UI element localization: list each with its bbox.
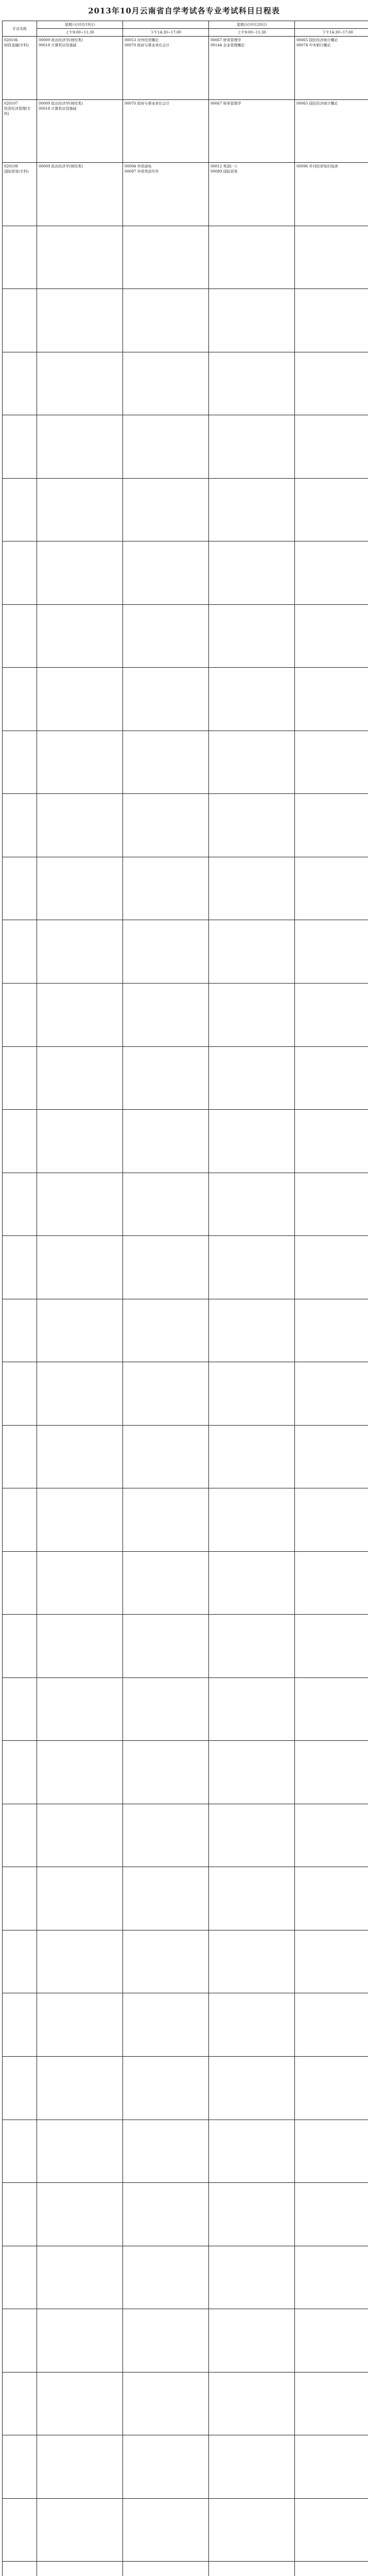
table-row bbox=[3, 352, 368, 415]
table-row bbox=[3, 2057, 368, 2120]
sat-am-cell bbox=[37, 541, 123, 605]
table-row bbox=[3, 541, 368, 605]
sat-am-cell bbox=[37, 2246, 123, 2309]
cell-text: 00070 政府与事业单位会计 bbox=[125, 101, 170, 106]
sat-am-cell bbox=[37, 415, 123, 479]
sat-pm-cell bbox=[123, 1362, 209, 1426]
table-row bbox=[3, 1362, 368, 1426]
sat-pm-cell bbox=[123, 1110, 209, 1173]
major-cell bbox=[3, 668, 37, 731]
sun-pm-cell bbox=[295, 1362, 368, 1426]
header-date-sun-2 bbox=[295, 21, 368, 29]
major-cell bbox=[3, 2309, 37, 2372]
table-row bbox=[3, 1299, 368, 1362]
sun-am-cell bbox=[209, 604, 295, 668]
sat-pm-cell bbox=[123, 668, 209, 731]
table-row bbox=[3, 857, 368, 920]
sun-am-cell bbox=[209, 1804, 295, 1867]
cell-text: 020106 财政金融(专科) bbox=[4, 38, 29, 47]
sun-am-cell bbox=[209, 352, 295, 415]
table-row bbox=[3, 2120, 368, 2183]
table-row bbox=[3, 1867, 368, 1930]
sun-am-cell bbox=[209, 99, 295, 163]
cell-text: 00053 对外经贸概论 00070 政府与事业单位会计 bbox=[125, 38, 170, 47]
sat-am-cell bbox=[37, 289, 123, 352]
table-row bbox=[3, 2562, 368, 2576]
sat-am-cell bbox=[37, 1236, 123, 1299]
sun-am-cell bbox=[209, 1362, 295, 1426]
sun-am-cell bbox=[209, 2435, 295, 2499]
major-cell bbox=[3, 1488, 37, 1552]
major-cell bbox=[3, 541, 37, 605]
major-cell bbox=[3, 99, 37, 163]
cell-text: 00009 政治经济学(财经类) 00018 计算机应用基础 bbox=[39, 101, 83, 111]
table-row bbox=[3, 99, 368, 163]
cell-text: 020107 投资经济管理(专科) bbox=[4, 101, 31, 116]
sat-am-cell bbox=[37, 2183, 123, 2246]
sat-am-cell bbox=[37, 1804, 123, 1867]
sun-am-cell bbox=[209, 2372, 295, 2435]
table-row bbox=[3, 1488, 368, 1552]
sun-pm-cell bbox=[295, 289, 368, 352]
sun-pm-cell bbox=[295, 478, 368, 541]
table-row bbox=[3, 2435, 368, 2499]
sat-pm-cell bbox=[123, 99, 209, 163]
table-row bbox=[3, 2372, 368, 2435]
cell-text: 00065 国民经济统计概论 00074 中央银行概论 bbox=[296, 38, 338, 47]
sat-am-cell bbox=[37, 1741, 123, 1804]
table-row bbox=[3, 731, 368, 794]
schedule-body bbox=[3, 37, 368, 2576]
sat-pm-cell bbox=[123, 794, 209, 857]
major-cell bbox=[3, 2120, 37, 2183]
sun-am-cell bbox=[209, 2246, 295, 2309]
sun-am-cell bbox=[209, 1867, 295, 1930]
table-row bbox=[3, 668, 368, 731]
exam-schedule-table bbox=[2, 21, 368, 2576]
table-row bbox=[3, 1046, 368, 1110]
sun-pm-cell bbox=[295, 1930, 368, 1993]
table-row bbox=[3, 604, 368, 668]
sat-pm-cell bbox=[123, 2562, 209, 2576]
header-date-sat: 星期六(10月19日) bbox=[37, 21, 123, 29]
major-cell bbox=[3, 1425, 37, 1488]
sat-am-cell bbox=[37, 1993, 123, 2057]
table-row bbox=[3, 794, 368, 857]
sun-am-cell bbox=[209, 983, 295, 1046]
major-cell bbox=[3, 1677, 37, 1741]
major-cell bbox=[3, 2183, 37, 2246]
sat-pm-cell bbox=[123, 1173, 209, 1236]
table-row bbox=[3, 478, 368, 541]
sun-am-cell bbox=[209, 226, 295, 289]
sat-am-cell bbox=[37, 1110, 123, 1173]
sat-pm-cell bbox=[123, 1615, 209, 1678]
table-row bbox=[3, 289, 368, 352]
sat-am-cell bbox=[37, 352, 123, 415]
sun-pm-cell bbox=[295, 2120, 368, 2183]
sat-am-cell bbox=[37, 2120, 123, 2183]
sun-pm-cell bbox=[295, 1993, 368, 2057]
major-cell bbox=[3, 1867, 37, 1930]
sat-am-cell bbox=[37, 857, 123, 920]
sat-pm-cell bbox=[123, 1867, 209, 1930]
sat-am-cell bbox=[37, 983, 123, 1046]
sun-am-cell bbox=[209, 478, 295, 541]
sun-am-cell bbox=[209, 1173, 295, 1236]
sat-am-cell bbox=[37, 2498, 123, 2562]
sat-am-cell bbox=[37, 1551, 123, 1615]
sun-pm-cell bbox=[295, 1236, 368, 1299]
major-cell bbox=[3, 415, 37, 479]
table-row bbox=[3, 1110, 368, 1173]
major-cell bbox=[3, 1110, 37, 1173]
sat-pm-cell bbox=[123, 289, 209, 352]
sat-pm-cell bbox=[123, 226, 209, 289]
sun-am-cell bbox=[209, 2562, 295, 2576]
page-title: 2013年10月云南省自学考试各专业考试科目日程表 bbox=[88, 6, 280, 15]
table-row bbox=[3, 2183, 368, 2246]
sun-am-cell bbox=[209, 1930, 295, 1993]
sun-am-cell bbox=[209, 289, 295, 352]
sat-pm-cell bbox=[123, 2309, 209, 2372]
sat-pm-cell bbox=[123, 478, 209, 541]
header-session: 上午9:00~11:30 bbox=[209, 29, 295, 37]
sat-pm-cell bbox=[123, 1488, 209, 1552]
sat-pm-cell bbox=[123, 1551, 209, 1615]
sun-pm-cell bbox=[295, 604, 368, 668]
major-cell bbox=[3, 2562, 37, 2576]
sat-am-cell bbox=[37, 226, 123, 289]
sun-pm-cell bbox=[295, 1299, 368, 1362]
table-row bbox=[3, 226, 368, 289]
sun-am-cell bbox=[209, 1425, 295, 1488]
sat-pm-cell bbox=[123, 983, 209, 1046]
major-cell bbox=[3, 920, 37, 984]
major-cell bbox=[3, 352, 37, 415]
sat-am-cell bbox=[37, 1046, 123, 1110]
sun-pm-cell bbox=[295, 163, 368, 226]
sat-pm-cell bbox=[123, 541, 209, 605]
sat-pm-cell bbox=[123, 1425, 209, 1488]
major-cell bbox=[3, 1993, 37, 2057]
sun-pm-cell bbox=[295, 731, 368, 794]
sun-am-cell bbox=[209, 2183, 295, 2246]
major-cell bbox=[3, 604, 37, 668]
sun-am-cell bbox=[209, 794, 295, 857]
table-row bbox=[3, 1741, 368, 1804]
sun-am-cell bbox=[209, 1615, 295, 1678]
sun-am-cell bbox=[209, 2057, 295, 2120]
sat-am-cell bbox=[37, 2309, 123, 2372]
major-cell bbox=[3, 1741, 37, 1804]
sun-am-cell bbox=[209, 1488, 295, 1552]
sat-pm-cell bbox=[123, 2246, 209, 2309]
sat-pm-cell bbox=[123, 2120, 209, 2183]
sun-pm-cell bbox=[295, 2183, 368, 2246]
sat-pm-cell bbox=[123, 1804, 209, 1867]
cell-text: 00096 外刊经贸知识选读 bbox=[296, 164, 338, 169]
sat-pm-cell bbox=[123, 415, 209, 479]
sat-am-cell bbox=[37, 2372, 123, 2435]
sat-am-cell bbox=[37, 1930, 123, 1993]
sat-pm-cell bbox=[123, 1741, 209, 1804]
table-row bbox=[3, 163, 368, 226]
sun-pm-cell bbox=[295, 1046, 368, 1110]
sun-pm-cell bbox=[295, 920, 368, 984]
sun-am-cell bbox=[209, 415, 295, 479]
major-cell bbox=[3, 1615, 37, 1678]
sun-pm-cell bbox=[295, 1741, 368, 1804]
sun-am-cell bbox=[209, 668, 295, 731]
table-row bbox=[3, 1615, 368, 1678]
sat-am-cell bbox=[37, 1488, 123, 1552]
header-session: 下午14:30~17:00 bbox=[123, 29, 209, 37]
sun-pm-cell bbox=[295, 1173, 368, 1236]
table-row bbox=[3, 415, 368, 479]
header-date-sat-2 bbox=[123, 21, 209, 29]
sun-am-cell bbox=[209, 1299, 295, 1362]
sun-pm-cell bbox=[295, 2309, 368, 2372]
major-cell bbox=[3, 1551, 37, 1615]
sat-am-cell bbox=[37, 604, 123, 668]
cell-text: 00009 政治经济学(财经类) 00018 计算机应用基础 bbox=[39, 38, 83, 47]
sat-pm-cell bbox=[123, 920, 209, 984]
sun-pm-cell bbox=[295, 1551, 368, 1615]
header-major: 专业名称 bbox=[3, 21, 37, 37]
sun-pm-cell bbox=[295, 794, 368, 857]
cell-text: 00009 政治经济学(财经类) bbox=[39, 164, 83, 169]
sat-pm-cell bbox=[123, 2057, 209, 2120]
sat-pm-cell bbox=[123, 352, 209, 415]
sun-am-cell bbox=[209, 1741, 295, 1804]
sat-am-cell bbox=[37, 1677, 123, 1741]
sun-pm-cell bbox=[295, 2246, 368, 2309]
major-cell bbox=[3, 1046, 37, 1110]
sun-pm-cell bbox=[295, 541, 368, 605]
sun-am-cell bbox=[209, 1110, 295, 1173]
header-row-sessions bbox=[3, 29, 368, 37]
sun-am-cell bbox=[209, 731, 295, 794]
sat-am-cell bbox=[37, 2057, 123, 2120]
major-cell bbox=[3, 1362, 37, 1426]
major-cell bbox=[3, 2246, 37, 2309]
table-row bbox=[3, 1551, 368, 1615]
table-row bbox=[3, 2309, 368, 2372]
cell-text: 020109 国际贸易(专科) bbox=[4, 164, 29, 174]
major-cell bbox=[3, 794, 37, 857]
major-cell bbox=[3, 1804, 37, 1867]
sat-pm-cell bbox=[123, 2372, 209, 2435]
sun-pm-cell bbox=[295, 2372, 368, 2435]
sun-pm-cell bbox=[295, 1804, 368, 1867]
sat-pm-cell bbox=[123, 1236, 209, 1299]
major-cell bbox=[3, 2435, 37, 2499]
sun-pm-cell bbox=[295, 226, 368, 289]
sun-pm-cell bbox=[295, 983, 368, 1046]
sat-am-cell bbox=[37, 37, 123, 100]
major-cell bbox=[3, 983, 37, 1046]
table-row bbox=[3, 983, 368, 1046]
sun-pm-cell bbox=[295, 1615, 368, 1678]
table-row bbox=[3, 37, 368, 100]
cell-text: 00067 财务管理学 00144 企业管理概论 bbox=[211, 38, 245, 47]
sun-am-cell bbox=[209, 2498, 295, 2562]
sun-am-cell bbox=[209, 1677, 295, 1741]
major-cell bbox=[3, 478, 37, 541]
sat-pm-cell bbox=[123, 1930, 209, 1993]
major-cell bbox=[3, 857, 37, 920]
sun-am-cell bbox=[209, 1993, 295, 2057]
table-row bbox=[3, 2498, 368, 2562]
sun-pm-cell bbox=[295, 2498, 368, 2562]
table-row bbox=[3, 1425, 368, 1488]
major-cell bbox=[3, 37, 37, 100]
header-row-dates bbox=[3, 21, 368, 29]
table-row bbox=[3, 1677, 368, 1741]
major-cell bbox=[3, 1299, 37, 1362]
sun-am-cell bbox=[209, 1236, 295, 1299]
major-cell bbox=[3, 289, 37, 352]
sun-pm-cell bbox=[295, 1425, 368, 1488]
sun-pm-cell bbox=[295, 1677, 368, 1741]
sat-pm-cell bbox=[123, 604, 209, 668]
major-cell bbox=[3, 1236, 37, 1299]
major-cell bbox=[3, 2498, 37, 2562]
sun-am-cell bbox=[209, 1046, 295, 1110]
sat-am-cell bbox=[37, 99, 123, 163]
header-session: 下午14:30~17:00 bbox=[295, 29, 368, 37]
sat-am-cell bbox=[37, 1299, 123, 1362]
sat-am-cell bbox=[37, 1362, 123, 1426]
sun-am-cell bbox=[209, 37, 295, 100]
sat-am-cell bbox=[37, 1173, 123, 1236]
sat-pm-cell bbox=[123, 1993, 209, 2057]
sat-pm-cell bbox=[123, 2435, 209, 2499]
cell-text: 00012 英语(一) 00089 国际贸易 bbox=[211, 164, 238, 174]
sat-am-cell bbox=[37, 668, 123, 731]
sun-am-cell bbox=[209, 857, 295, 920]
cell-text: 00065 国民经济统计概论 bbox=[296, 101, 338, 106]
sat-am-cell bbox=[37, 478, 123, 541]
major-cell bbox=[3, 731, 37, 794]
sun-pm-cell bbox=[295, 2057, 368, 2120]
sun-pm-cell bbox=[295, 2435, 368, 2499]
sat-am-cell bbox=[37, 163, 123, 226]
sat-am-cell bbox=[37, 1867, 123, 1930]
table-row bbox=[3, 1236, 368, 1299]
sun-am-cell bbox=[209, 2309, 295, 2372]
sat-pm-cell bbox=[123, 37, 209, 100]
header-session: 上午9:00~11:30 bbox=[37, 29, 123, 37]
table-row bbox=[3, 1993, 368, 2057]
sun-pm-cell bbox=[295, 37, 368, 100]
sun-pm-cell bbox=[295, 857, 368, 920]
header-date-sun: 星期日(10月20日) bbox=[209, 21, 295, 29]
sun-pm-cell bbox=[295, 1488, 368, 1552]
sun-pm-cell bbox=[295, 2562, 368, 2576]
sat-am-cell bbox=[37, 731, 123, 794]
table-row bbox=[3, 1930, 368, 1993]
major-cell bbox=[3, 1930, 37, 1993]
sat-pm-cell bbox=[123, 2183, 209, 2246]
sun-pm-cell bbox=[295, 352, 368, 415]
sat-pm-cell bbox=[123, 2498, 209, 2562]
sat-am-cell bbox=[37, 2435, 123, 2499]
sun-am-cell bbox=[209, 920, 295, 984]
sun-pm-cell bbox=[295, 668, 368, 731]
sat-pm-cell bbox=[123, 1299, 209, 1362]
sat-am-cell bbox=[37, 920, 123, 984]
sat-pm-cell bbox=[123, 857, 209, 920]
sat-pm-cell bbox=[123, 731, 209, 794]
sat-pm-cell bbox=[123, 163, 209, 226]
major-cell bbox=[3, 2372, 37, 2435]
sat-pm-cell bbox=[123, 1677, 209, 1741]
table-row bbox=[3, 2246, 368, 2309]
sun-pm-cell bbox=[295, 99, 368, 163]
major-cell bbox=[3, 2057, 37, 2120]
table-row bbox=[3, 920, 368, 984]
sun-am-cell bbox=[209, 541, 295, 605]
major-cell bbox=[3, 226, 37, 289]
sun-pm-cell bbox=[295, 415, 368, 479]
sun-am-cell bbox=[209, 1551, 295, 1615]
table-row bbox=[3, 1173, 368, 1236]
sun-pm-cell bbox=[295, 1867, 368, 1930]
sun-pm-cell bbox=[295, 1110, 368, 1173]
sat-am-cell bbox=[37, 1615, 123, 1678]
sat-am-cell bbox=[37, 794, 123, 857]
sun-am-cell bbox=[209, 2120, 295, 2183]
major-cell bbox=[3, 163, 37, 226]
major-cell bbox=[3, 1173, 37, 1236]
sat-pm-cell bbox=[123, 1046, 209, 1110]
sat-am-cell bbox=[37, 1425, 123, 1488]
sat-am-cell bbox=[37, 2562, 123, 2576]
cell-text: 00067 财务管理学 bbox=[211, 101, 241, 106]
cell-text: 00094 外贸函电 00097 外贸英语写作 bbox=[125, 164, 159, 174]
sun-am-cell bbox=[209, 163, 295, 226]
table-row bbox=[3, 1804, 368, 1867]
